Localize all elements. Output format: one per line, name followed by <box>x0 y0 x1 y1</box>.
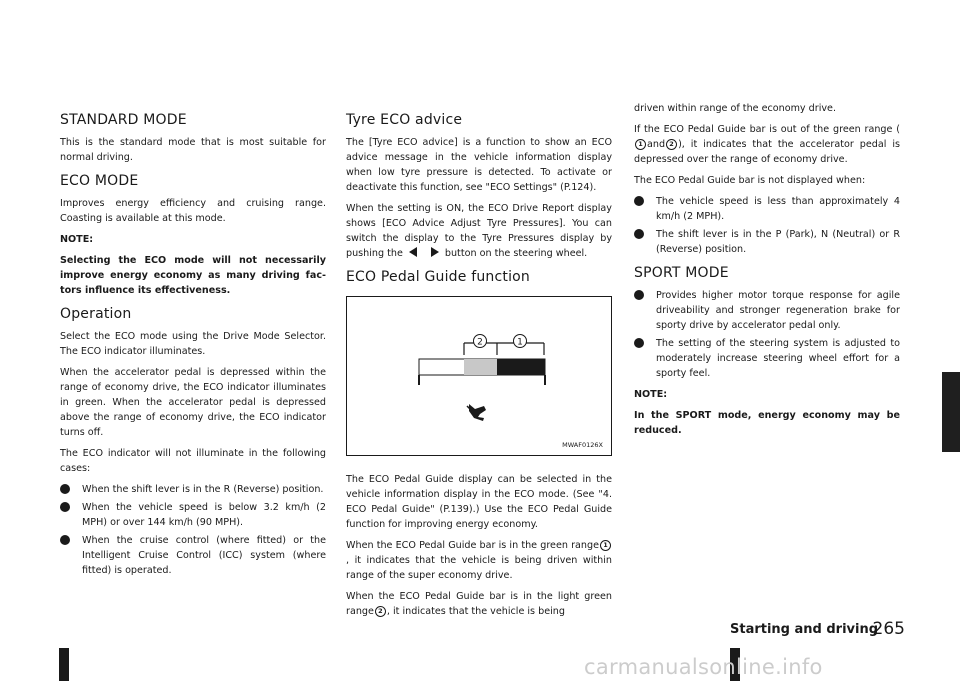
operation-paragraph-2: When the accelerator pedal is depressed within the range of economy drive, the ECO indicator illuminates in green. When the accelerator pedal is depressed above the range of economy drive, the ECO indicator turns off. <box>60 367 326 438</box>
sport-mode-list <box>634 288 900 381</box>
tyre-eco-paragraph-1: The [Tyre ECO advice] is a function to show an ECO advice message in the vehicle information display when low tyre pressure is detected. To activate or deactivate this function, see "ECO Settings" (P.124). <box>346 137 612 193</box>
pedal-guide-paragraph-1: The ECO Pedal Guide display can be selected in the vehicle information display in the ECO mode. (See "4. ECO Pedal Guide" (P.139).) Use the ECO Pedal Guide function for improving energy economy. <box>346 474 612 530</box>
eco-note-text: Selecting the ECO mode will not necessarily improve energy economy as many driving fac-tors influence its effectiveness. <box>60 255 326 296</box>
column-middle <box>346 104 612 625</box>
out-of-range-paragraph: If the ECO Pedal Guide bar is out of the green range (1 and 2 ), it indicates that the accelerator pedal is depressed over the range of economy drive. <box>634 124 900 165</box>
bullet-icon <box>60 502 70 512</box>
eco-pedal-guide-heading: ECO Pedal Guide function <box>346 269 531 285</box>
circled-one-icon: 1 <box>600 540 611 551</box>
footer-bar-left <box>59 648 69 681</box>
accelerator-pedal-icon <box>467 404 486 421</box>
operation-heading: Operation <box>60 306 132 322</box>
bullet-icon <box>634 290 644 300</box>
standard-mode-heading: STANDARD MODE <box>60 112 187 128</box>
eco-note-label: NOTE: <box>60 234 94 245</box>
chapter-edge-tab <box>942 372 960 452</box>
light-green-range-segment <box>464 359 497 375</box>
range-1-label: 1 <box>517 337 523 348</box>
eco-mode-heading: ECO MODE <box>60 173 139 189</box>
eco-pedal-guide-figure <box>346 296 612 456</box>
bullet-icon <box>60 484 70 494</box>
figure-code: MWAF0126X <box>562 441 603 449</box>
circled-two-icon: 2 <box>666 139 677 150</box>
list-item: When the vehicle speed is below 3.2 km/h (2 MPH) or over 144 km/h (90 MPH). <box>60 500 326 530</box>
page-number: 265 <box>872 619 905 639</box>
circled-two-icon: 2 <box>375 606 386 617</box>
eco-pedal-guide-illustration <box>347 297 611 455</box>
tyre-eco-paragraph-2: When the setting is ON, the ECO Drive Report display shows [ECO Advice Adjust Tyre Pressures]. You can switch the display to the Tyre Pressures display by pushing the button on the steering wheel. <box>346 203 612 259</box>
standard-mode-text: This is the standard mode that is most suitable for normal driving. <box>60 137 326 163</box>
pedal-guide-paragraph-3: When the ECO Pedal Guide bar is in the light green range 2 , it indicates that the vehicle is being <box>346 591 612 617</box>
continued-text: driven within range of the economy drive. <box>634 103 836 114</box>
tyre-eco-heading: Tyre ECO advice <box>346 112 463 128</box>
right-arrow-icon <box>431 247 439 257</box>
circled-one-icon: 1 <box>635 139 646 150</box>
bullet-icon <box>634 196 644 206</box>
bullet-icon <box>634 338 644 348</box>
list-item: The shift lever is in the P (Park), N (Neutral) or R (Reverse) position. <box>634 227 900 257</box>
column-left <box>60 104 326 584</box>
sport-mode-heading: SPORT MODE <box>634 265 729 281</box>
sport-note-label: NOTE: <box>634 389 668 400</box>
pedal-guide-paragraph-2: When the ECO Pedal Guide bar is in the green range 1, it indicates that the vehicle is being driven within range of the super economy drive. <box>346 540 612 581</box>
range-2-label: 2 <box>477 337 483 348</box>
operation-paragraph-3: The ECO indicator will not illuminate in the following cases: <box>60 448 326 474</box>
bullet-icon <box>60 535 70 545</box>
left-arrow-icon <box>409 247 417 257</box>
sport-note-text: In the SPORT mode, energy economy may be reduced. <box>634 410 900 436</box>
column-right <box>634 101 900 444</box>
bullet-icon <box>634 229 644 239</box>
not-displayed-list <box>634 194 900 257</box>
eco-mode-text: Improves energy efficiency and cruising range. Coasting is available at this mode. <box>60 198 326 224</box>
list-item: When the shift lever is in the R (Reverse) position. <box>60 482 326 497</box>
list-item: The setting of the steering system is adjusted to moderately increase steering wheel effort for a sporty feel. <box>634 336 900 381</box>
green-range-segment <box>497 359 545 375</box>
not-displayed-intro: The ECO Pedal Guide bar is not displayed when: <box>634 175 866 186</box>
list-item: The vehicle speed is less than approximately 4 km/h (2 MPH). <box>634 194 900 224</box>
footer-section-title: Starting and driving <box>730 622 879 637</box>
operation-paragraph-1: Select the ECO mode using the Drive Mode Selector. The ECO indicator illuminates. <box>60 331 326 357</box>
eco-indicator-cases-list <box>60 482 326 578</box>
list-item: When the cruise control (where fitted) or the Intelligent Cruise Control (ICC) system (where fitted) is operated. <box>60 533 326 578</box>
watermark: carmanualsonline.info <box>584 655 823 679</box>
list-item: Provides higher motor torque response for agile driveability and stronger regeneration brake for sporty drive by accelerator pedal only. <box>634 288 900 333</box>
